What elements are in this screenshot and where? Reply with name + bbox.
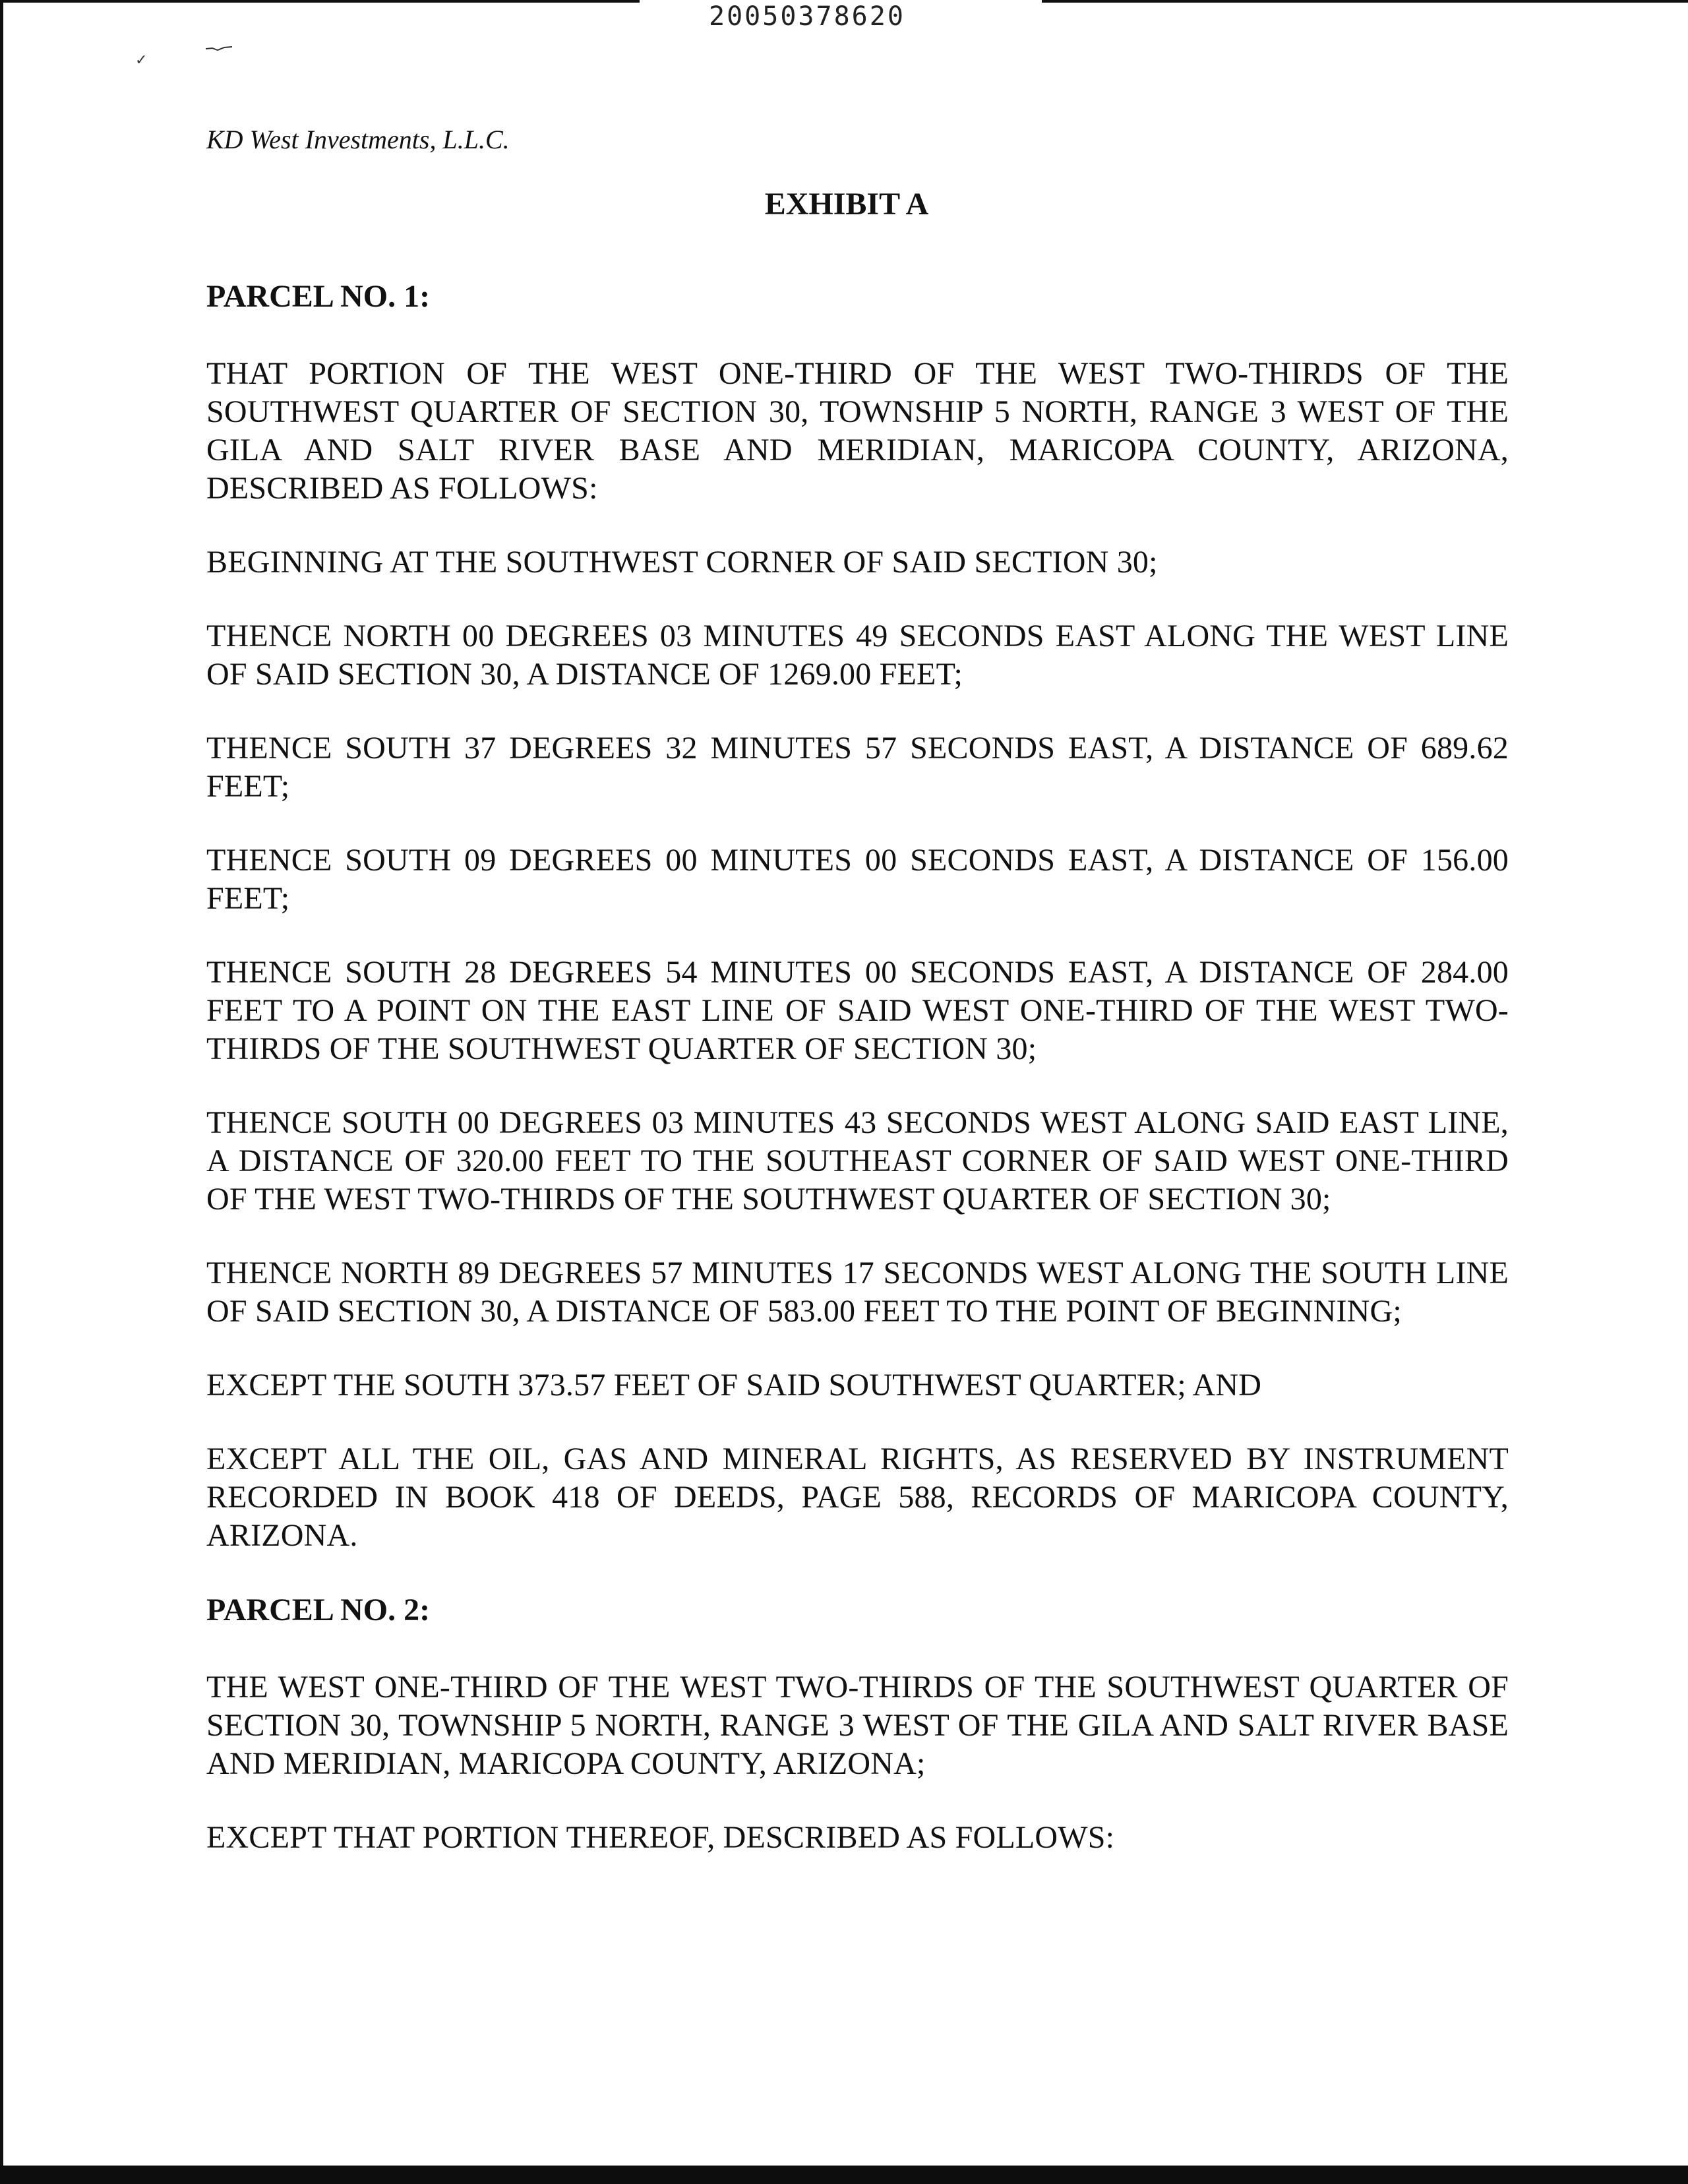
paragraph: THE WEST ONE-THIRD OF THE WEST TWO-THIRDS OF THE SOUTHWEST QUARTER OF SECTION 30, TOWNSHIP 5 NORTH, RANGE 3 WEST OF THE GILA AND SALT RIVER BASE AND MERIDIAN, MARICOPA COUNTY, ARIZONA; (206, 1670, 1509, 1781)
paragraph: EXCEPT THAT PORTION THEREOF, DESCRIBED AS FOLLOWS: (206, 1820, 1115, 1855)
scan-bottom-edge (0, 2166, 1688, 2184)
scan-left-edge (0, 0, 3, 2184)
parcel-2-heading: PARCEL NO. 2: (206, 1592, 431, 1627)
paragraph: THAT PORTION OF THE WEST ONE-THIRD OF THE WEST TWO-THIRDS OF THE SOUTHWEST QUARTER OF SECTION 30, TOWNSHIP 5 NORTH, RANGE 3 WEST OF THE GILA AND SALT RIVER BASE AND MERIDIAN, MARICOPA COUNTY, ARIZONA, DESCRIBED AS FOLLOWS: (206, 356, 1509, 506)
legal-description (206, 277, 1509, 1893)
check-mark-icon: ✓ (135, 51, 148, 68)
company-name: KD West Investments, L.L.C. (206, 125, 510, 154)
paragraph: EXCEPT ALL THE OIL, GAS AND MINERAL RIGHTS, AS RESERVED BY INSTRUMENT RECORDED IN BOOK 418 OF DEEDS, PAGE 588, RECORDS OF MARICOPA COUNTY, ARIZONA. (206, 1441, 1509, 1553)
paragraph: THENCE SOUTH 37 DEGREES 32 MINUTES 57 SECONDS EAST, A DISTANCE OF 689.62 FEET; (206, 731, 1509, 804)
paragraph: BEGINNING AT THE SOUTHWEST CORNER OF SAID SECTION 30; (206, 545, 1158, 580)
parcel-1-heading: PARCEL NO. 1: (206, 279, 431, 314)
top-rule-left (0, 0, 640, 3)
paragraph: THENCE NORTH 00 DEGREES 03 MINUTES 49 SECONDS EAST ALONG THE WEST LINE OF SAID SECTION 30, A DISTANCE OF 1269.00 FEET; (206, 619, 1509, 692)
paragraph: THENCE SOUTH 28 DEGREES 54 MINUTES 00 SECONDS EAST, A DISTANCE OF 284.00 FEET TO A POINT ON THE EAST LINE OF SAID WEST ONE-THIRD OF THE WEST TWO-THIRDS OF THE SOUTHWEST QUARTER OF SECTION 30; (206, 955, 1509, 1066)
exhibit-title: EXHIBIT A (764, 187, 929, 222)
paragraph: THENCE SOUTH 09 DEGREES 00 MINUTES 00 SECONDS EAST, A DISTANCE OF 156.00 FEET; (206, 843, 1509, 916)
top-rule-right (1042, 0, 1688, 3)
scan-squiggle-icon (204, 45, 233, 51)
paragraph: THENCE NORTH 89 DEGREES 57 MINUTES 17 SECONDS WEST ALONG THE SOUTH LINE OF SAID SECTION 30, A DISTANCE OF 583.00 FEET TO THE POINT OF BEGINNING; (206, 1256, 1509, 1329)
paragraph: EXCEPT THE SOUTH 373.57 FEET OF SAID SOUTHWEST QUARTER; AND (206, 1368, 1262, 1403)
recording-number: 20050378620 (709, 1, 905, 32)
paragraph: THENCE SOUTH 00 DEGREES 03 MINUTES 43 SECONDS WEST ALONG SAID EAST LINE, A DISTANCE OF 320.00 FEET TO THE SOUTHEAST CORNER OF SAID WEST ONE-THIRD OF THE WEST TWO-THIRDS OF THE SOUTHWEST QUARTER OF SECTION 30; (206, 1105, 1509, 1217)
